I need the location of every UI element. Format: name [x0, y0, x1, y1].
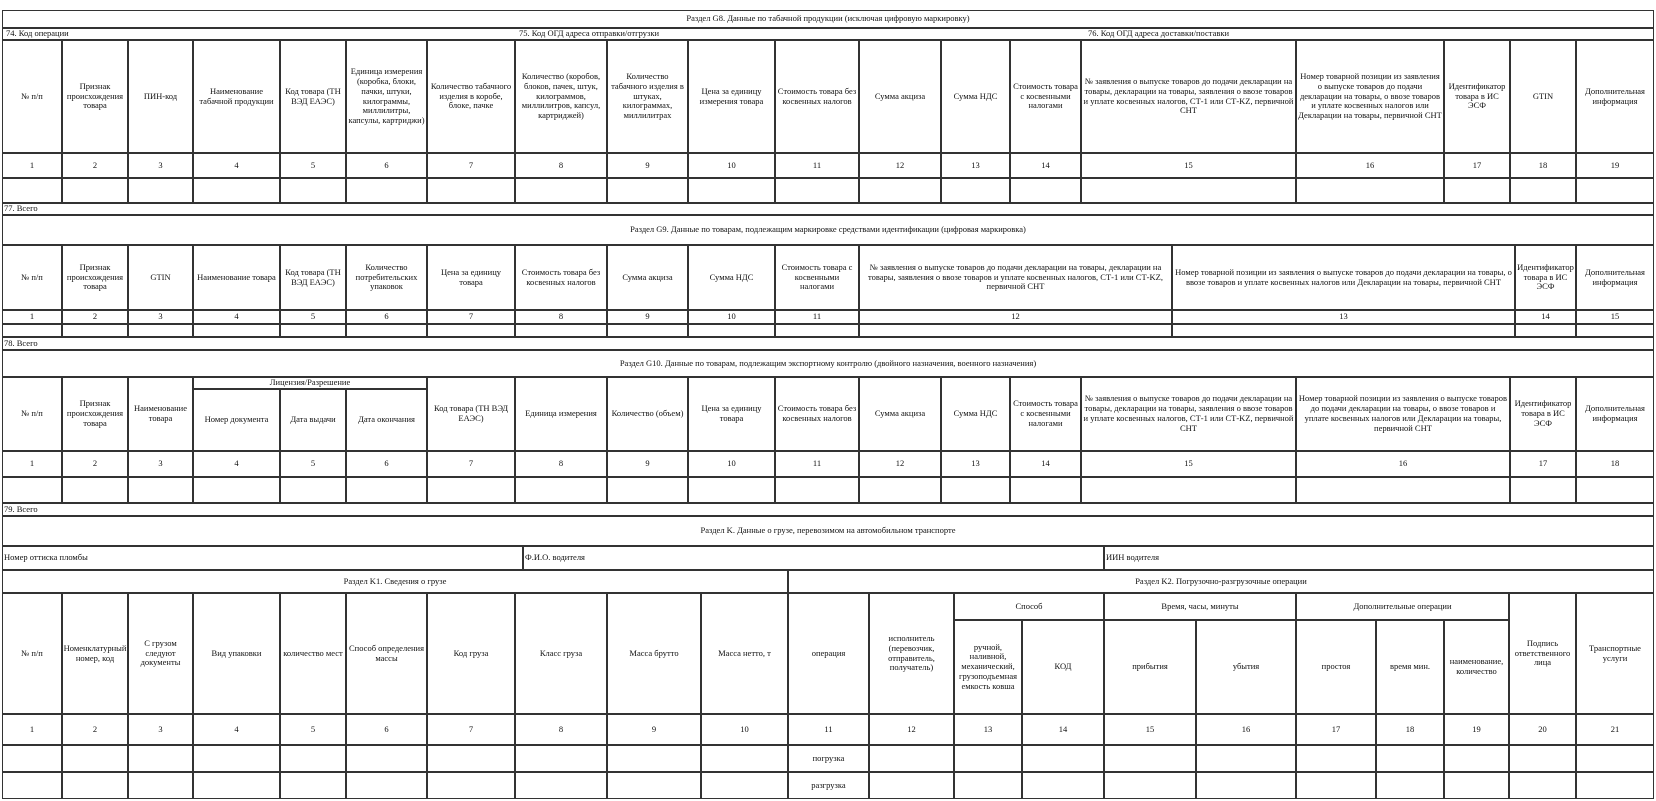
g9-column-number: 14 — [1515, 310, 1576, 324]
k-input-cell[interactable] — [62, 745, 128, 772]
g8-column-header: Номер товарной позиции из заявления о выпуске товаров до подачи декларации на товары, о ввозе товаров и уплате косвенных налогов или Декларации на товары, первичной СНТ — [1296, 40, 1444, 153]
g8-column-number: 13 — [941, 153, 1010, 178]
k-column-number: 11 — [788, 714, 869, 745]
g8-column-header: Количество табачного изделия в коробе, блоке, пачке — [427, 40, 515, 153]
k-column-number: 8 — [515, 714, 607, 745]
g8-column-header: Цена за единицу измерения товара — [688, 40, 775, 153]
g8-input-cell[interactable] — [1444, 178, 1510, 203]
k2-transport-header: Транспортные услуги — [1576, 593, 1654, 714]
k-input-cell[interactable] — [607, 772, 701, 799]
g9-input-cell[interactable] — [859, 324, 1172, 337]
g8-column-number: 11 — [775, 153, 859, 178]
k-input-cell[interactable] — [1509, 772, 1576, 799]
g10-column-header: Наименование товара — [128, 377, 193, 451]
g10-license-group: Лицензия/Разрешение — [193, 377, 427, 389]
g8-shipping-address-label: 75. Код ОГД адреса отправки/отгрузки — [519, 28, 660, 38]
g10-column-number: 13 — [941, 451, 1010, 477]
k-column-number: 9 — [607, 714, 701, 745]
g10-input-cell[interactable] — [607, 477, 688, 503]
k-title: Раздел K. Данные о грузе, перевозимом на автомобильном транспорте — [2, 516, 1654, 546]
k-input-cell[interactable] — [346, 745, 427, 772]
g8-column-number: 1 — [2, 153, 62, 178]
g10-column-header: Код товара (ТН ВЭД ЕАЭС) — [427, 377, 515, 451]
g10-column-number: 15 — [1081, 451, 1296, 477]
g8-input-cell[interactable] — [607, 178, 688, 203]
g10-column-header: Идентификатор товара в ИС ЭСФ — [1510, 377, 1576, 451]
k-input-cell[interactable] — [954, 745, 1022, 772]
g10-input-cell[interactable] — [128, 477, 193, 503]
g9-input-cell[interactable] — [607, 324, 688, 337]
g9-column-header: Стоимость товара без косвенных налогов — [515, 245, 607, 310]
g8-input-cell[interactable] — [688, 178, 775, 203]
g10-column-number: 11 — [775, 451, 859, 477]
g10-input-cell[interactable] — [859, 477, 941, 503]
k-column-number: 2 — [62, 714, 128, 745]
g10-input-cell[interactable] — [346, 477, 427, 503]
k-input-cell[interactable] — [1296, 745, 1376, 772]
g9-column-header: Признак происхождения товара — [62, 245, 128, 310]
g8-column-number: 4 — [193, 153, 280, 178]
k-column-number: 15 — [1104, 714, 1196, 745]
g8-column-header: № заявления о выпуске товаров до подачи декларации на товары, декларации на товары, заявления о ввозе товаров и уплате косвенных налогов, СТ-1 или СТ-KZ, первичной СНТ — [1081, 40, 1296, 153]
k2-operation-label: погрузка — [788, 745, 869, 772]
g10-column-number: 12 — [859, 451, 941, 477]
g9-column-header: Наименование товара — [193, 245, 280, 310]
k-input-cell[interactable] — [607, 745, 701, 772]
g10-column-number: 18 — [1576, 451, 1654, 477]
g8-column-header: Признак происхождения товара — [62, 40, 128, 153]
g9-input-cell[interactable] — [62, 324, 128, 337]
g10-input-cell[interactable] — [515, 477, 607, 503]
g9-column-number: 12 — [859, 310, 1172, 324]
k-input-cell[interactable] — [193, 772, 280, 799]
k2-time-group: Время, часы, минуты — [1104, 593, 1296, 620]
g8-column-header: Стоимость товара с косвенными налогами — [1010, 40, 1081, 153]
k-input-cell[interactable] — [869, 772, 954, 799]
g9-title: Раздел G9. Данные по товарам, подлежащим маркировке средствами идентификации (цифровая маркировка) — [2, 215, 1654, 245]
g9-column-number: 1 — [2, 310, 62, 324]
g10-column-header: Стоимость товара с косвенными налогами — [1010, 377, 1081, 451]
k2-title: Раздел K2. Погрузочно-разгрузочные операции — [788, 570, 1654, 593]
g8-column-number: 7 — [427, 153, 515, 178]
k2-time-subheader: прибытия — [1104, 620, 1196, 714]
g9-column-number: 10 — [688, 310, 775, 324]
g8-input-cell[interactable] — [1081, 178, 1296, 203]
g10-column-header: Единица измерения — [515, 377, 607, 451]
k-column-number: 1 — [2, 714, 62, 745]
k-input-cell[interactable] — [427, 772, 515, 799]
g10-total-row: 79. Всего — [2, 503, 1654, 516]
g9-input-cell[interactable] — [1515, 324, 1576, 337]
k-column-number: 14 — [1022, 714, 1104, 745]
g10-column-header: Стоимость товара без косвенных налогов — [775, 377, 859, 451]
k-input-cell[interactable] — [280, 772, 346, 799]
g8-input-cell[interactable] — [1576, 178, 1654, 203]
g8-input-cell[interactable] — [1296, 178, 1444, 203]
g9-column-header: Стоимость товара с косвенными налогами — [775, 245, 859, 310]
g8-input-cell[interactable] — [515, 178, 607, 203]
k-input-cell[interactable] — [1444, 772, 1509, 799]
g8-column-header: Сумма акциза — [859, 40, 941, 153]
k1-column-header: С грузом следуют документы — [128, 593, 193, 714]
g10-column-number: 3 — [128, 451, 193, 477]
g10-license-subheader: Номер документа — [193, 389, 280, 451]
k-input-cell[interactable] — [1296, 772, 1376, 799]
g10-title: Раздел G10. Данные по товарам, подлежащим экспортному контролю (двойного назначения, военного назначения) — [2, 350, 1654, 377]
g8-column-header: № п/п — [2, 40, 62, 153]
k-column-number: 6 — [346, 714, 427, 745]
g10-column-header: Признак происхождения товара — [62, 377, 128, 451]
g10-input-cell[interactable] — [1081, 477, 1296, 503]
k-input-cell[interactable] — [1022, 745, 1104, 772]
g8-column-number: 18 — [1510, 153, 1576, 178]
k-input-cell[interactable] — [280, 745, 346, 772]
g8-column-number: 2 — [62, 153, 128, 178]
g8-column-number: 8 — [515, 153, 607, 178]
g8-input-cell[interactable] — [1510, 178, 1576, 203]
g10-column-header: № заявления о выпуске товаров до подачи декларации на товары, декларации на товары, заявления о ввозе товаров и уплате косвенных налогов, СТ-1 или СТ-KZ, первичной СНТ — [1081, 377, 1296, 451]
k-input-cell[interactable] — [1022, 772, 1104, 799]
g9-input-cell[interactable] — [775, 324, 859, 337]
k2-operation-label: разгрузка — [788, 772, 869, 799]
k-column-number: 12 — [869, 714, 954, 745]
g9-column-header: Цена за единицу товара — [427, 245, 515, 310]
g10-input-cell[interactable] — [1510, 477, 1576, 503]
k2-time-subheader: убытия — [1196, 620, 1296, 714]
g9-input-cell[interactable] — [280, 324, 346, 337]
g8-column-header: Код товара (ТН ВЭД ЕАЭС) — [280, 40, 346, 153]
k-column-number: 7 — [427, 714, 515, 745]
g9-input-cell[interactable] — [1172, 324, 1515, 337]
g8-operation-code-label: 74. Код операции — [6, 28, 69, 38]
g9-column-number: 9 — [607, 310, 688, 324]
k2-extra-subheader: время мин. — [1376, 620, 1444, 714]
g8-column-header: Стоимость товара без косвенных налогов — [775, 40, 859, 153]
g9-column-header: Номер товарной позиции из заявления о выпуске товаров до подачи декларации на товары, о ввозе товаров и уплате косвенных налогов или Декларации на товары, первичной СНТ — [1172, 245, 1515, 310]
g9-column-number: 2 — [62, 310, 128, 324]
g8-input-cell[interactable] — [280, 178, 346, 203]
g8-column-number: 19 — [1576, 153, 1654, 178]
g10-column-number: 4 — [193, 451, 280, 477]
k-input-cell[interactable] — [515, 745, 607, 772]
g8-column-number: 10 — [688, 153, 775, 178]
g9-column-header: Код товара (ТН ВЭД ЕАЭС) — [280, 245, 346, 310]
g9-column-number: 15 — [1576, 310, 1654, 324]
g9-column-header: Сумма акциза — [607, 245, 688, 310]
g10-column-number: 5 — [280, 451, 346, 477]
g10-input-cell[interactable] — [688, 477, 775, 503]
k-input-cell[interactable] — [2, 745, 62, 772]
g10-input-cell[interactable] — [62, 477, 128, 503]
g10-input-cell[interactable] — [775, 477, 859, 503]
k-input-cell[interactable] — [1444, 745, 1509, 772]
g10-input-cell[interactable] — [1576, 477, 1654, 503]
g8-input-cell[interactable] — [427, 178, 515, 203]
g9-input-cell[interactable] — [128, 324, 193, 337]
g8-column-header: Наименование табачной продукции — [193, 40, 280, 153]
g9-column-number: 4 — [193, 310, 280, 324]
g10-input-cell[interactable] — [941, 477, 1010, 503]
k1-column-header: № п/п — [2, 593, 62, 714]
g8-column-header: Идентификатор товара в ИС ЭСФ — [1444, 40, 1510, 153]
k-seal-number-field[interactable]: Номер оттиска пломбы — [2, 546, 523, 570]
g8-column-number: 3 — [128, 153, 193, 178]
g10-column-number: 17 — [1510, 451, 1576, 477]
k-input-cell[interactable] — [701, 745, 788, 772]
g8-input-cell[interactable] — [2, 178, 62, 203]
k2-operation-header: операция — [788, 593, 869, 714]
g10-column-number: 10 — [688, 451, 775, 477]
g8-column-number: 6 — [346, 153, 427, 178]
k2-extra-subheader: простоя — [1296, 620, 1376, 714]
g9-column-number: 5 — [280, 310, 346, 324]
g9-column-number: 11 — [775, 310, 859, 324]
k-input-cell[interactable] — [1376, 745, 1444, 772]
g8-op-row — [2, 28, 1654, 40]
g10-column-number: 16 — [1296, 451, 1510, 477]
g8-title: Раздел G8. Данные по табачной продукции (исключая цифровую маркировку) — [2, 10, 1654, 28]
k2-executor-header: исполнитель (перевозчик, отправитель, получатель) — [869, 593, 954, 714]
g10-input-cell[interactable] — [427, 477, 515, 503]
k-input-cell[interactable] — [427, 745, 515, 772]
g8-column-header: GTIN — [1510, 40, 1576, 153]
k-column-number: 3 — [128, 714, 193, 745]
g9-input-cell[interactable] — [193, 324, 280, 337]
k-column-number: 20 — [1509, 714, 1576, 745]
k-input-cell[interactable] — [1104, 745, 1196, 772]
g8-input-cell[interactable] — [941, 178, 1010, 203]
k-column-number: 21 — [1576, 714, 1654, 745]
k1-column-header: Номенклатурный номер, код — [62, 593, 128, 714]
g9-column-number: 6 — [346, 310, 427, 324]
g10-column-number: 7 — [427, 451, 515, 477]
g9-input-cell[interactable] — [2, 324, 62, 337]
g8-input-cell[interactable] — [859, 178, 941, 203]
k2-method-subheader: КОД — [1022, 620, 1104, 714]
k-input-cell[interactable] — [128, 745, 193, 772]
g10-input-cell[interactable] — [2, 477, 62, 503]
k-column-number: 17 — [1296, 714, 1376, 745]
k-input-cell[interactable] — [869, 745, 954, 772]
g10-column-number: 6 — [346, 451, 427, 477]
g8-column-number: 12 — [859, 153, 941, 178]
g10-column-header: Номер товарной позиции из заявления о выпуске товаров до подачи декларации на товары, о ввозе товаров и уплате косвенных налогов или Декларации на товары, первичной СНТ — [1296, 377, 1510, 451]
k-input-cell[interactable] — [1576, 745, 1654, 772]
g9-column-header: № заявления о выпуске товаров до подачи декларации на товары, декларации на товары, заявления о ввозе товаров и уплате косвенных налогов, СТ-1 или СТ-KZ, первичной СНТ — [859, 245, 1172, 310]
k-input-cell[interactable] — [346, 772, 427, 799]
g10-column-number: 8 — [515, 451, 607, 477]
k-column-number: 18 — [1376, 714, 1444, 745]
k-input-cell[interactable] — [701, 772, 788, 799]
g8-input-cell[interactable] — [775, 178, 859, 203]
k-input-cell[interactable] — [1104, 772, 1196, 799]
g9-input-cell[interactable] — [427, 324, 515, 337]
k1-title: Раздел K1. Сведения о грузе — [2, 570, 788, 593]
k-input-cell[interactable] — [128, 772, 193, 799]
g9-column-number: 3 — [128, 310, 193, 324]
k-input-cell[interactable] — [62, 772, 128, 799]
g10-input-cell[interactable] — [1010, 477, 1081, 503]
g8-column-number: 15 — [1081, 153, 1296, 178]
k-input-cell[interactable] — [1376, 772, 1444, 799]
g9-input-cell[interactable] — [1576, 324, 1654, 337]
g8-total-row: 77. Всего — [2, 203, 1654, 215]
g8-column-header: Количество табачного изделия в штуках, килограммах, миллилитрах — [607, 40, 688, 153]
g9-column-number: 8 — [515, 310, 607, 324]
g8-column-number: 17 — [1444, 153, 1510, 178]
k-column-number: 4 — [193, 714, 280, 745]
k1-column-header: Масса нетто, т — [701, 593, 788, 714]
k-column-number: 10 — [701, 714, 788, 745]
k-column-number: 16 — [1196, 714, 1296, 745]
k1-column-header: Вид упаковки — [193, 593, 280, 714]
k-driver-name-field[interactable]: Ф.И.О. водителя — [523, 546, 1104, 570]
g8-delivery-address-label: 76. Код ОГД адреса доставки/поставки — [1088, 28, 1230, 38]
g10-license-subheader: Дата окончания — [346, 389, 427, 451]
g9-column-header: Сумма НДС — [688, 245, 775, 310]
g8-input-cell[interactable] — [128, 178, 193, 203]
g9-column-header: Количество потребительских упаковок — [346, 245, 427, 310]
k-input-cell[interactable] — [1196, 745, 1296, 772]
g10-column-number: 9 — [607, 451, 688, 477]
k-driver-iin-field[interactable]: ИИН водителя — [1104, 546, 1654, 570]
k1-column-header: Способ определения массы — [346, 593, 427, 714]
g8-input-cell[interactable] — [62, 178, 128, 203]
k1-column-header: Код груза — [427, 593, 515, 714]
k2-extra-group: Дополнительные операции — [1296, 593, 1509, 620]
k-input-cell[interactable] — [1196, 772, 1296, 799]
g8-column-number: 14 — [1010, 153, 1081, 178]
k-input-cell[interactable] — [515, 772, 607, 799]
k2-method-group: Способ — [954, 593, 1104, 620]
k-input-cell[interactable] — [1509, 745, 1576, 772]
g9-input-cell[interactable] — [346, 324, 427, 337]
g10-column-header: Сумма акциза — [859, 377, 941, 451]
g8-column-number: 5 — [280, 153, 346, 178]
g10-column-number: 1 — [2, 451, 62, 477]
g8-column-number: 16 — [1296, 153, 1444, 178]
k1-column-header: количество мест — [280, 593, 346, 714]
g9-column-number: 13 — [1172, 310, 1515, 324]
g8-column-header: Дополнительная информация — [1576, 40, 1654, 153]
g9-column-number: 7 — [427, 310, 515, 324]
k2-extra-subheader: наименование, количество — [1444, 620, 1509, 714]
g8-column-number: 9 — [607, 153, 688, 178]
g10-input-cell[interactable] — [193, 477, 280, 503]
g10-column-number: 14 — [1010, 451, 1081, 477]
g8-column-header: ПИН-код — [128, 40, 193, 153]
k1-column-header: Класс груза — [515, 593, 607, 714]
g10-input-cell[interactable] — [1296, 477, 1510, 503]
g8-input-cell[interactable] — [1010, 178, 1081, 203]
k-input-cell[interactable] — [193, 745, 280, 772]
g9-column-header: GTIN — [128, 245, 193, 310]
g10-column-header: Сумма НДС — [941, 377, 1010, 451]
g9-input-cell[interactable] — [688, 324, 775, 337]
g10-column-header: № п/п — [2, 377, 62, 451]
k2-signature-header: Подпись ответственного лица — [1509, 593, 1576, 714]
g10-input-cell[interactable] — [280, 477, 346, 503]
k-column-number: 19 — [1444, 714, 1509, 745]
k-input-cell[interactable] — [1576, 772, 1654, 799]
k-column-number: 13 — [954, 714, 1022, 745]
g8-column-header: Количество (коробов, блоков, пачек, штук, килограммов, миллилитров, капсул, картриджей) — [515, 40, 607, 153]
k2-method-subheader: ручной, наливной, механический, грузоподъемная емкость ковша — [954, 620, 1022, 714]
g10-column-number: 2 — [62, 451, 128, 477]
k-input-cell[interactable] — [954, 772, 1022, 799]
g8-input-cell[interactable] — [346, 178, 427, 203]
g10-column-header: Цена за единицу товара — [688, 377, 775, 451]
g9-column-header: Дополнительная информация — [1576, 245, 1654, 310]
k-input-cell[interactable] — [2, 772, 62, 799]
g9-total-row: 78. Всего — [2, 337, 1654, 350]
g8-column-header: Единица измерения (коробка, блоки, пачки, штуки, килограммы, миллилитры, капсулы, картриджи) — [346, 40, 427, 153]
g10-column-header: Количество (объем) — [607, 377, 688, 451]
g9-input-cell[interactable] — [515, 324, 607, 337]
k-column-number: 5 — [280, 714, 346, 745]
g10-license-subheader: Дата выдачи — [280, 389, 346, 451]
k1-column-header: Масса брутто — [607, 593, 701, 714]
g8-column-header: Сумма НДС — [941, 40, 1010, 153]
g10-column-header: Дополнительная информация — [1576, 377, 1654, 451]
g9-column-header: № п/п — [2, 245, 62, 310]
g9-column-header: Идентификатор товара в ИС ЭСФ — [1515, 245, 1576, 310]
g8-input-cell[interactable] — [193, 178, 280, 203]
